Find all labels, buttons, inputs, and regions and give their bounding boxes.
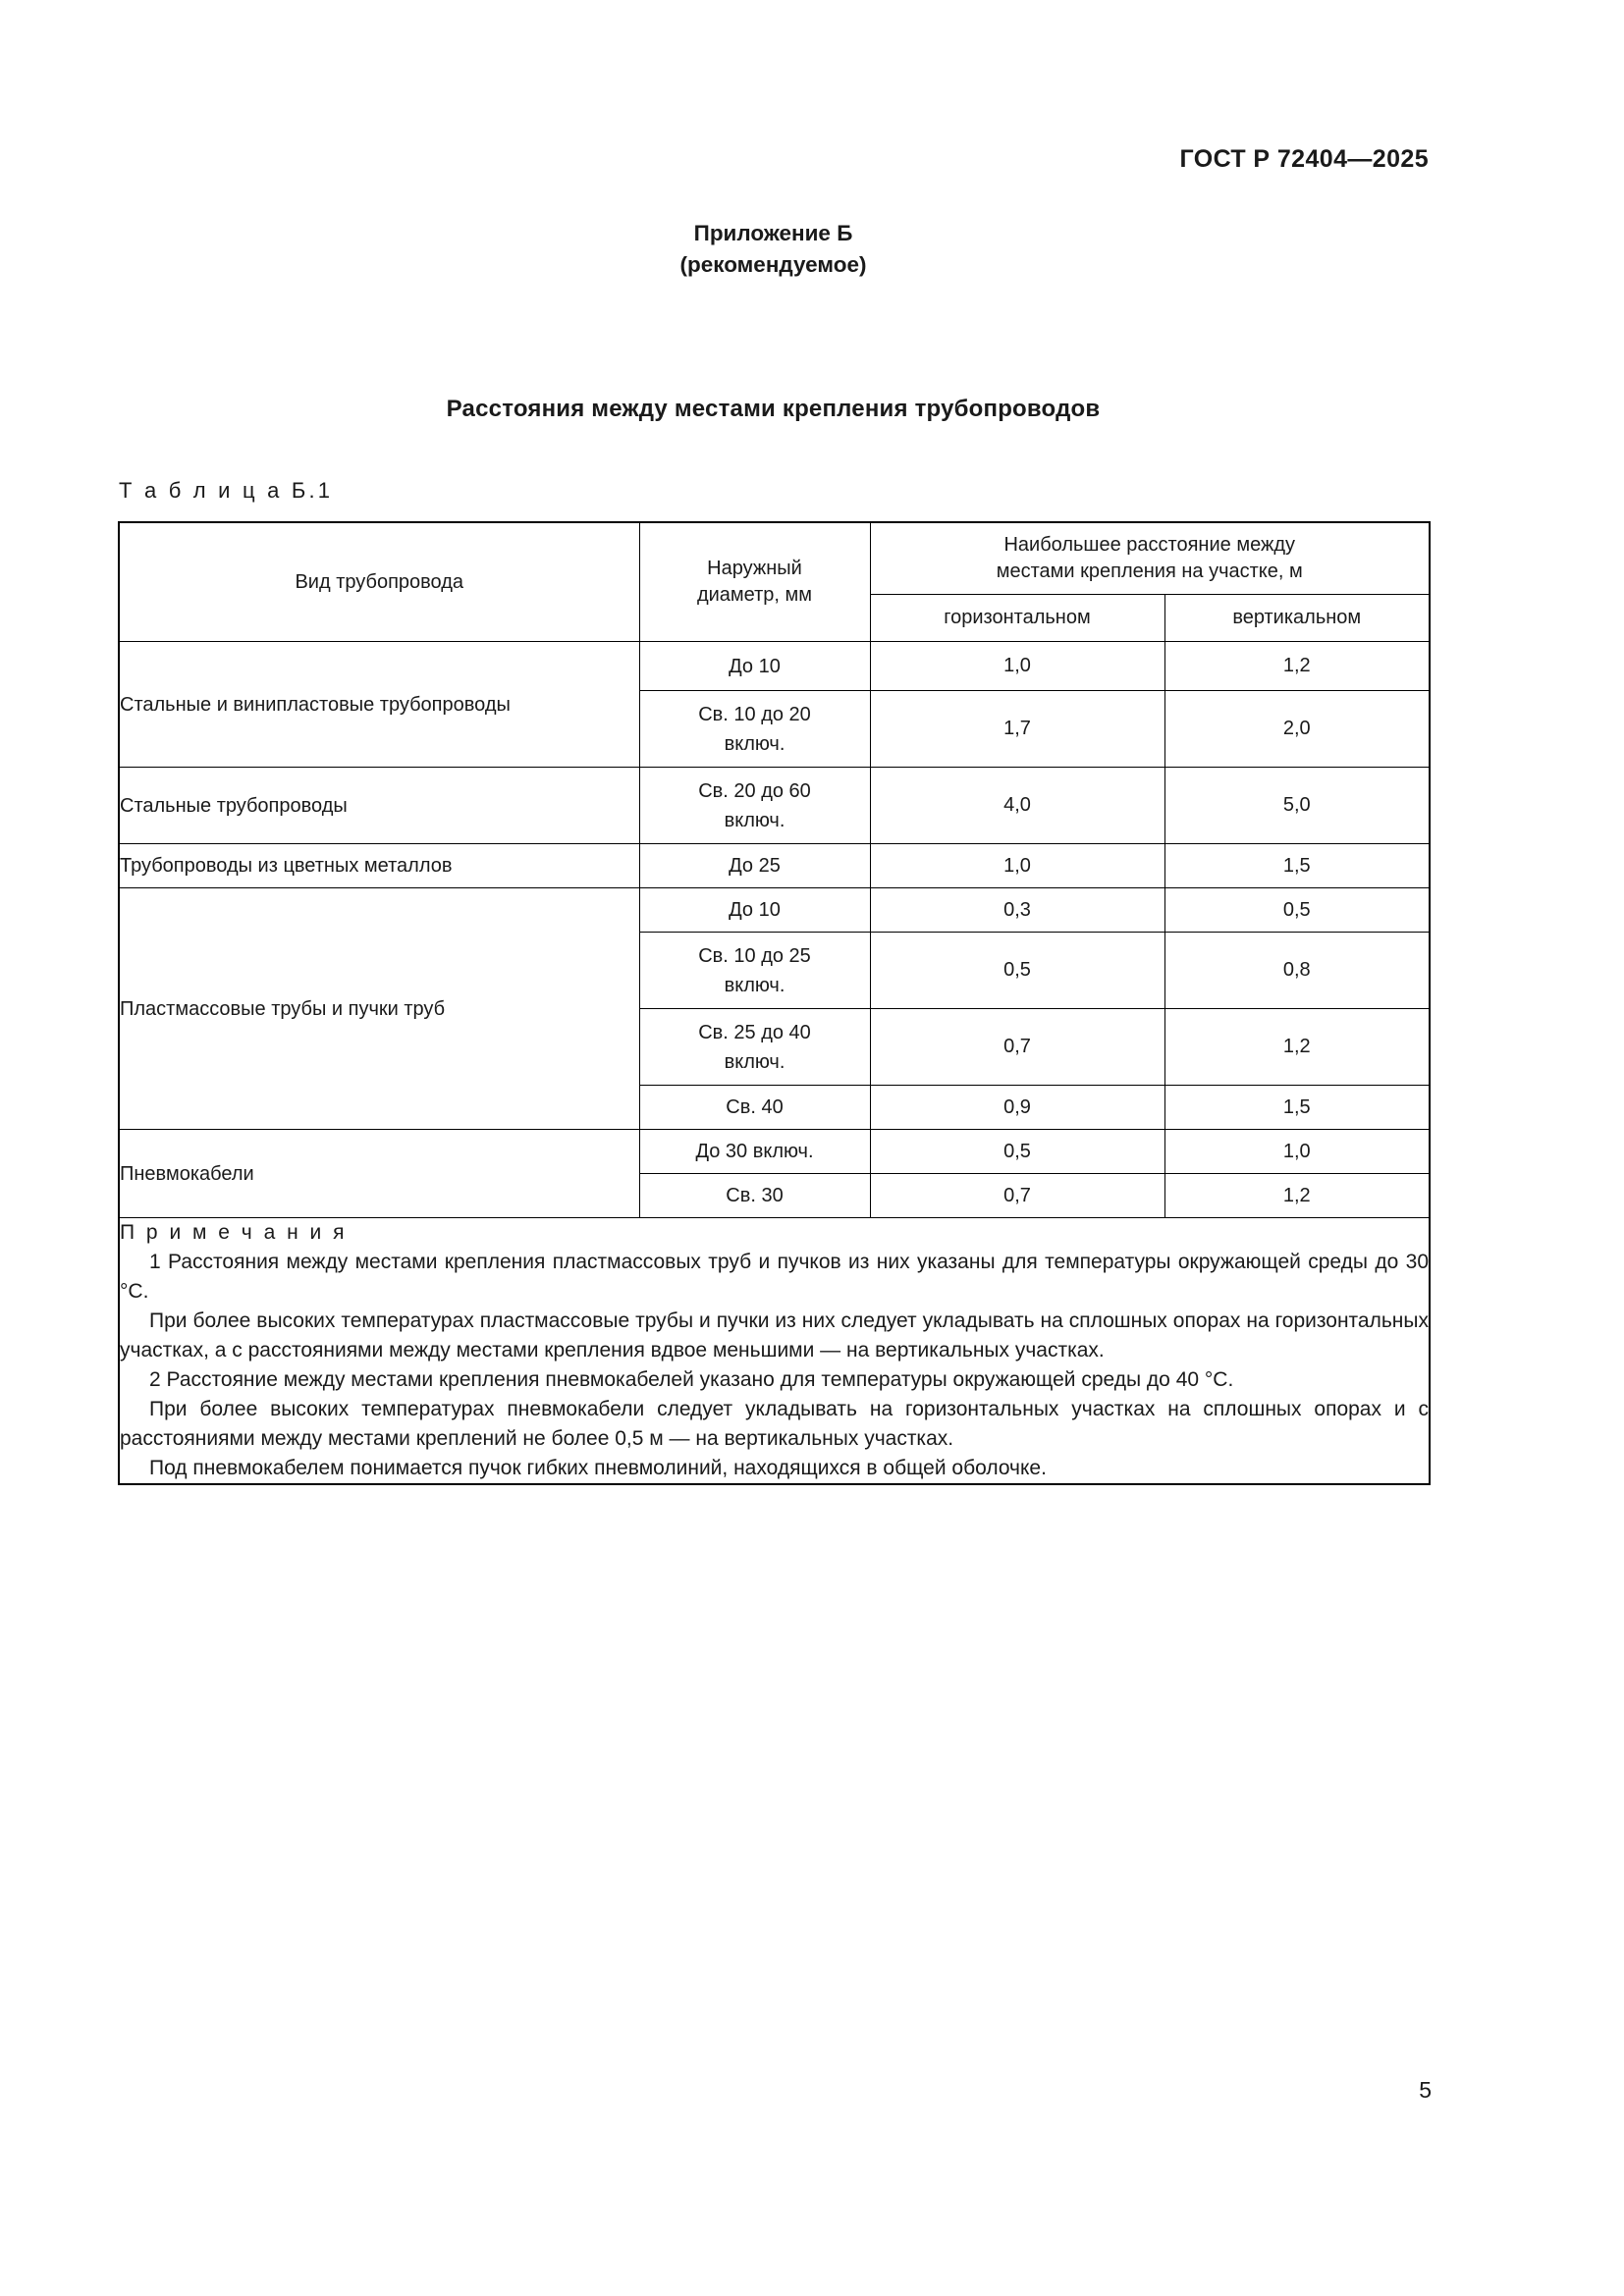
table-row [119,768,1430,844]
cell-diameter: До 10 [639,888,870,933]
table-notes [119,1218,1430,1485]
header-cell-vertical: вертикальном [1164,595,1430,642]
table-caption: Т а б л и ц а Б.1 [119,478,334,503]
cell-diameter-line2: включ. [724,974,785,996]
cell-diameter: Св. 40 [639,1086,870,1130]
cell-diameter: До 10 [639,642,870,691]
cell-horizontal: 0,9 [870,1086,1164,1130]
page-number: 5 [1419,2077,1432,2103]
cell-vertical: 1,0 [1164,1130,1430,1174]
cell-horizontal: 0,3 [870,888,1164,933]
cell-horizontal: 0,5 [870,1130,1164,1174]
cell-diameter-line2: включ. [724,1050,785,1073]
table-header-row-1 [119,522,1430,595]
cell-diameter-line1: Св. 20 до 60 [698,779,811,802]
cell-vertical: 1,5 [1164,844,1430,888]
cell-diameter [639,933,870,1009]
table-notes-row [119,1218,1430,1485]
cell-horizontal: 4,0 [870,768,1164,844]
cell-diameter-line2: включ. [724,732,785,755]
cell-diameter-line1: Св. 25 до 40 [698,1021,811,1043]
note-item-1: 1 Расстояния между местами крепления пластмассовых труб и пучков из них указаны для температуры окружающей среды до 30 °С. [120,1251,1429,1303]
cell-diameter: Св. 30 [639,1174,870,1218]
cell-vertical: 1,2 [1164,1174,1430,1218]
table-row [119,844,1430,888]
cell-diameter: До 25 [639,844,870,888]
table-row [119,642,1430,691]
table-row [119,1130,1430,1174]
header-distance-line1: Наибольшее расстояние между [1003,534,1296,556]
cell-horizontal: 1,0 [870,642,1164,691]
pipe-spacing-table [118,521,1431,1485]
header-cell-max-distance [870,522,1430,595]
document-header: ГОСТ Р 72404—2025 [1179,145,1429,173]
cell-diameter-line1: Св. 10 до 20 [698,703,811,725]
note-item-3: 2 Расстояние между местами крепления пневмокабелей указано для температуры окружающей среды до 40 °С. [149,1368,1234,1391]
cell-horizontal: 0,5 [870,933,1164,1009]
note-item-4: При более высоких температурах пневмокабели следует укладывать на горизонтальных участках на сплошных опорах и с расстояниями между местами креплений не более 0,5 м — на вертикальных участках. [120,1398,1429,1450]
cell-pipe-type: Пластмассовые трубы и пучки труб [119,888,639,1130]
cell-vertical: 1,2 [1164,642,1430,691]
cell-diameter: До 30 включ. [639,1130,870,1174]
cell-vertical: 1,2 [1164,1009,1430,1086]
header-diameter-line1: Наружный [707,558,802,579]
note-item-2: При более высоких температурах пластмассовые трубы и пучки из них следует укладывать на сплошных опорах на горизонтальных участках, а с расстояниями между местами крепления вдвое меньшими — на вертикальных участках. [120,1309,1429,1362]
cell-horizontal: 0,7 [870,1009,1164,1086]
cell-diameter [639,768,870,844]
cell-horizontal: 1,0 [870,844,1164,888]
cell-diameter-line2: включ. [724,809,785,831]
table-row [119,888,1430,933]
header-cell-pipe-type: Вид трубопровода [119,522,639,642]
cell-diameter [639,1009,870,1086]
cell-pipe-type: Пневмокабели [119,1130,639,1218]
cell-horizontal: 0,7 [870,1174,1164,1218]
appendix-heading-block [118,218,1429,281]
appendix-title: Приложение Б [693,221,853,245]
appendix-subtitle: (рекомендуемое) [679,252,867,277]
cell-vertical: 0,5 [1164,888,1430,933]
table-container [118,521,1429,1485]
section-title: Расстояния между местами крепления трубопроводов [446,396,1101,422]
cell-vertical: 0,8 [1164,933,1430,1009]
cell-vertical: 2,0 [1164,691,1430,768]
cell-vertical: 1,5 [1164,1086,1430,1130]
cell-horizontal: 1,7 [870,691,1164,768]
header-cell-outer-diameter [639,522,870,642]
header-diameter-line2: диаметр, мм [696,584,813,606]
cell-pipe-type: Стальные и винипластовые трубопроводы [119,642,639,768]
header-distance-line2: местами крепления на участке, м [996,561,1303,582]
cell-diameter [639,691,870,768]
cell-pipe-type: Трубопроводы из цветных металлов [119,844,639,888]
header-cell-horizontal: горизонтальном [870,595,1164,642]
notes-heading: П р и м е ч а н и я [120,1221,348,1244]
note-item-5: Под пневмокабелем понимается пучок гибких пневмолиний, находящихся в общей оболочке. [149,1457,1047,1479]
cell-pipe-type: Стальные трубопроводы [119,768,639,844]
cell-diameter-line1: Св. 10 до 25 [698,944,811,967]
cell-vertical: 5,0 [1164,768,1430,844]
